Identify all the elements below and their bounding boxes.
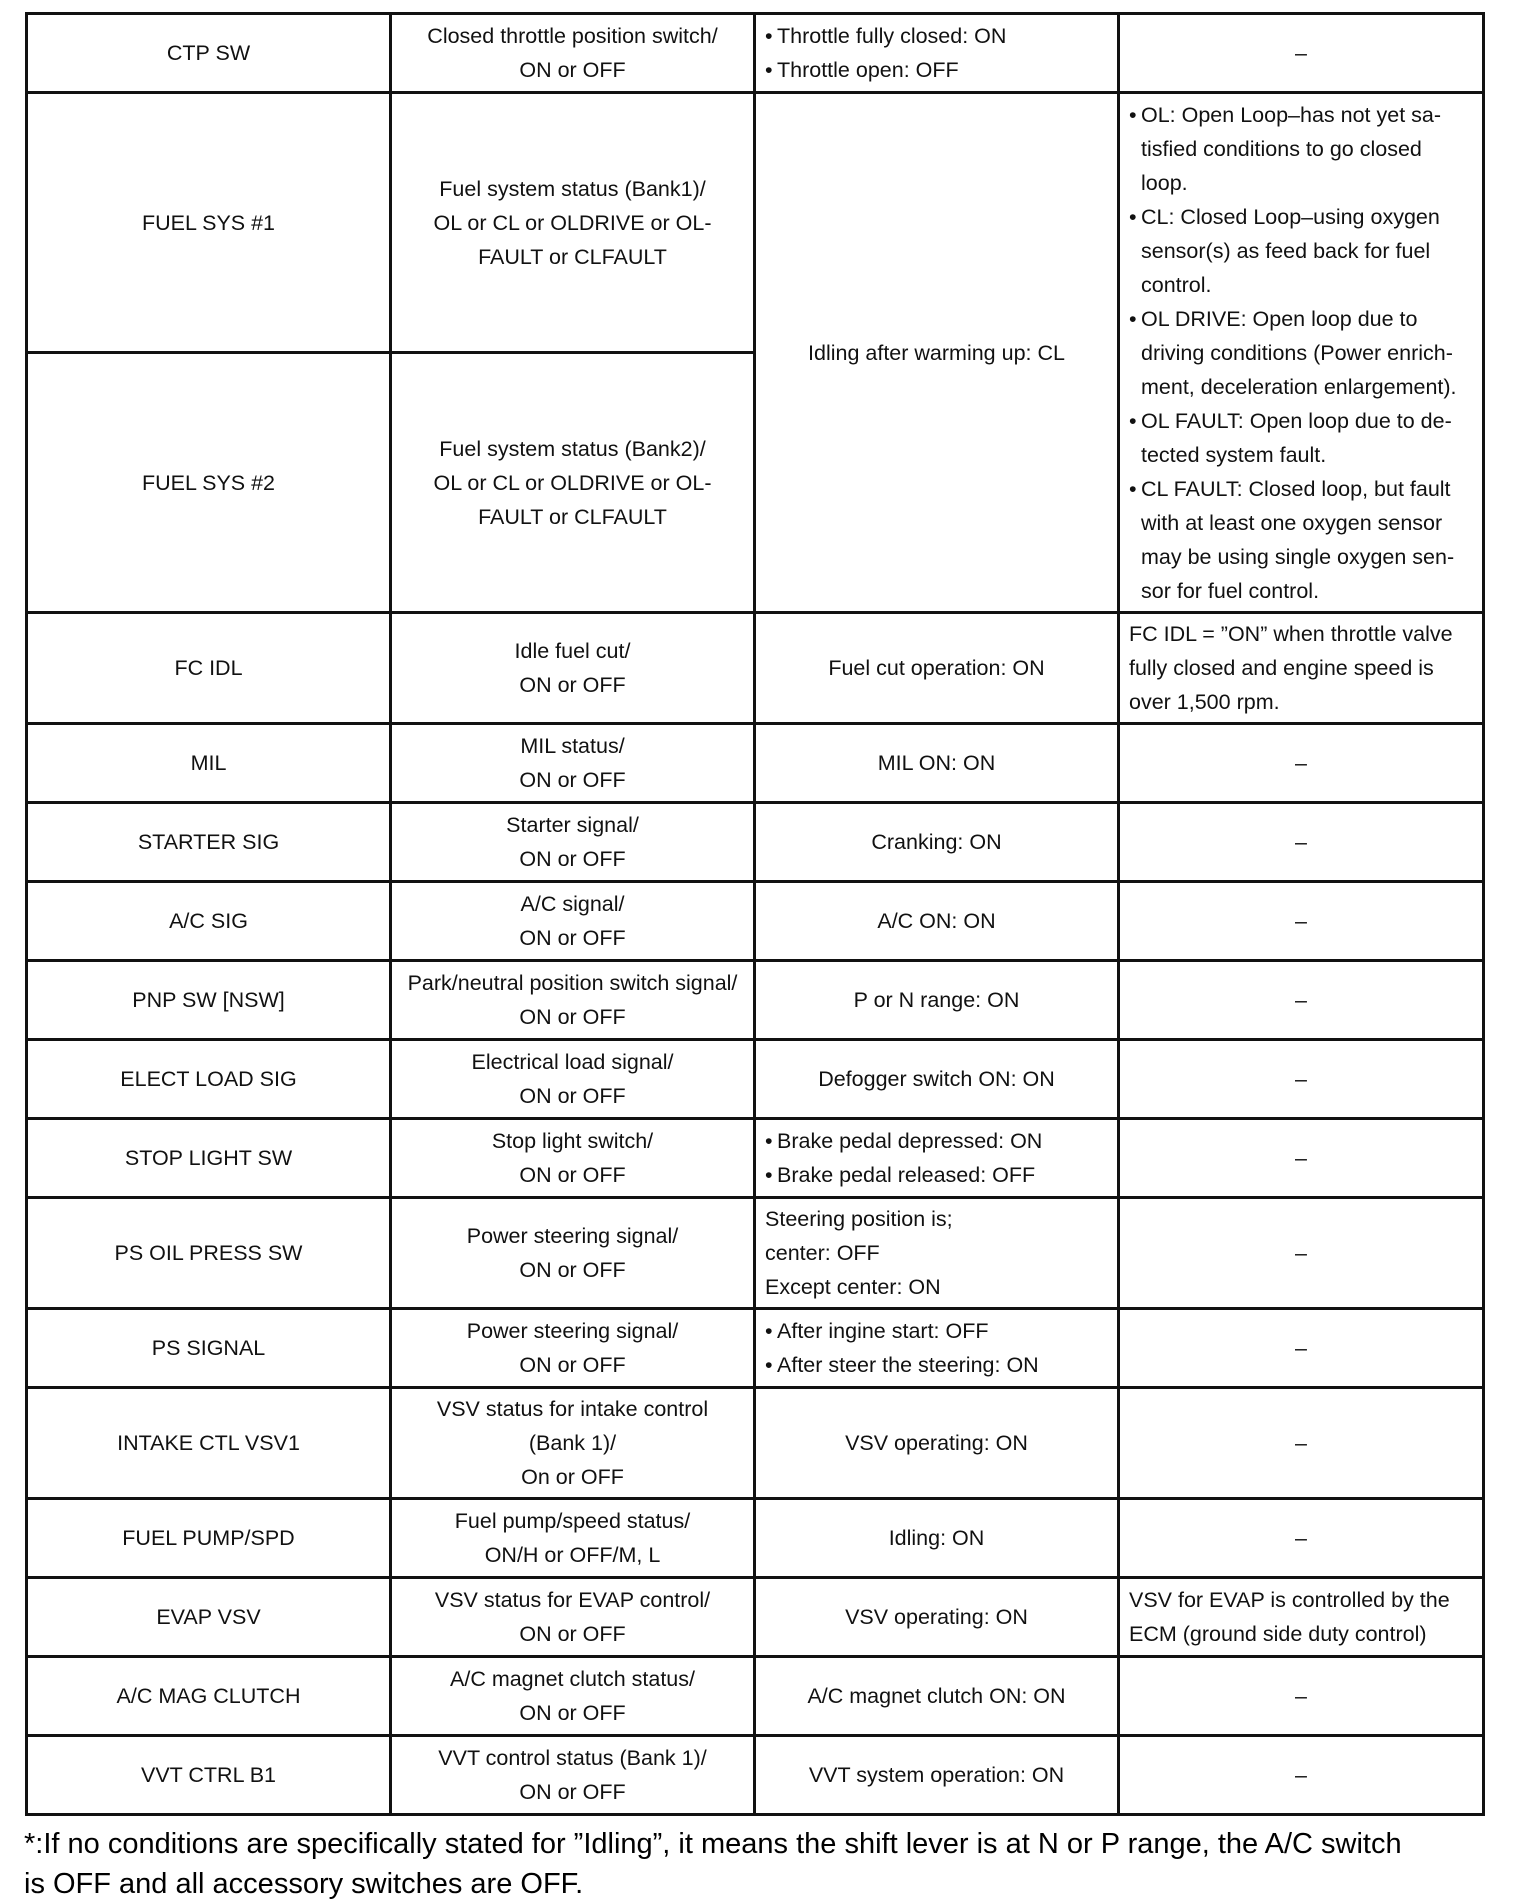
diagnostic-note-line: VSV for EVAP is controlled by the [1129, 1588, 1450, 1612]
item-cell: FUEL SYS #1 [27, 93, 391, 353]
measurement-cell [391, 1119, 755, 1198]
diagnostic-note-cell: – [1119, 1499, 1484, 1578]
measurement-line: ON or OFF [519, 1622, 626, 1646]
table-row [27, 1309, 1484, 1388]
measurement-cell [391, 1736, 755, 1815]
measurement-line: VSV status for EVAP control/ [434, 1588, 711, 1612]
measurement-cell [391, 1578, 755, 1657]
item-cell: FUEL SYS #2 [27, 353, 391, 613]
diagnostic-data-table-sheet [25, 12, 1485, 1816]
measurement-line: Power steering signal/ [466, 1224, 679, 1248]
table-row [27, 1040, 1484, 1119]
measurement-line: A/C magnet clutch status/ [450, 1667, 695, 1691]
measurement-line: ON or OFF [519, 1258, 626, 1282]
normal-condition-bullet: • Throttle open: OFF [765, 53, 1108, 87]
item-cell: EVAP VSV [27, 1578, 391, 1657]
measurement-cell [391, 1309, 755, 1388]
measurement-cell [391, 1198, 755, 1309]
measurement-cell [391, 14, 755, 93]
item-cell: A/C MAG CLUTCH [27, 1657, 391, 1736]
table-row [27, 882, 1484, 961]
normal-condition-cell: Idling: ON [755, 1499, 1119, 1578]
measurement-line: FAULT or CLFAULT [478, 244, 667, 269]
table-row [27, 1499, 1484, 1578]
diagnostic-note-line: fully closed and engine speed is [1129, 656, 1434, 680]
measurement-line: VVT control status (Bank 1)/ [438, 1746, 707, 1770]
measurement-cell [391, 353, 755, 613]
normal-condition-cell: A/C ON: ON [755, 882, 1119, 961]
fuel-status-definition [1129, 200, 1473, 302]
diagnostic-note-cell: – [1119, 1198, 1484, 1309]
table-body [27, 14, 1484, 1815]
measurement-line: ON/H or OFF/M, L [484, 1543, 661, 1567]
diagnostic-note-cell: – [1119, 1657, 1484, 1736]
diagnostic-note-cell: – [1119, 1309, 1484, 1388]
definition-line: tisfied conditions to go closed [1141, 136, 1422, 161]
normal-condition-line: Steering position is; [765, 1207, 953, 1231]
table-row [27, 961, 1484, 1040]
definition-line: with at least one oxygen sensor [1141, 510, 1443, 535]
table-row [27, 93, 1484, 353]
normal-condition-cell: P or N range: ON [755, 961, 1119, 1040]
definition-line: may be using single oxygen sen- [1141, 544, 1455, 569]
definition-line: loop. [1141, 170, 1188, 195]
diagnostic-note-cell: – [1119, 1040, 1484, 1119]
definition-line: • OL FAULT: Open loop due to de- [1141, 408, 1452, 433]
diagnostic-note-cell [1119, 1578, 1484, 1657]
normal-condition-cell [755, 14, 1119, 93]
normal-condition-line: Except center: ON [765, 1275, 941, 1299]
diagnostic-note-line: ECM (ground side duty control) [1129, 1622, 1427, 1646]
diagnostic-note-cell: – [1119, 882, 1484, 961]
measurement-line: ON or OFF [519, 1701, 626, 1725]
measurement-line: ON or OFF [519, 673, 626, 697]
measurement-line: ON or OFF [519, 1163, 626, 1187]
definition-line: • CL FAULT: Closed loop, but fault [1141, 476, 1451, 501]
measurement-line: (Bank 1)/ [528, 1431, 617, 1455]
measurement-cell [391, 1040, 755, 1119]
item-cell: STARTER SIG [27, 803, 391, 882]
definition-line: sensor(s) as feed back for fuel [1141, 238, 1431, 263]
data-list-table [25, 12, 1485, 1816]
item-cell: STOP LIGHT SW [27, 1119, 391, 1198]
normal-condition-cell: MIL ON: ON [755, 724, 1119, 803]
diagnostic-note-cell: – [1119, 724, 1484, 803]
measurement-line: Starter signal/ [506, 813, 639, 837]
footnote-line-1: *:If no conditions are specifically stated for ”Idling”, it means the shift lever is at N or P range, the A/C switch [24, 1828, 1402, 1860]
definition-line: control. [1141, 272, 1212, 297]
normal-condition-bullet: • Throttle fully closed: ON [765, 19, 1108, 53]
normal-condition-cell: Idling after warming up: CL [755, 93, 1119, 613]
measurement-line: On or OFF [521, 1465, 624, 1489]
item-cell: MIL [27, 724, 391, 803]
measurement-line: Power steering signal/ [466, 1319, 679, 1343]
table-row [27, 1119, 1484, 1198]
measurement-line: ON or OFF [519, 847, 626, 871]
footnote [24, 1824, 1494, 1904]
fuel-status-definition [1129, 302, 1473, 404]
normal-condition-cell: Fuel cut operation: ON [755, 613, 1119, 724]
item-cell: FC IDL [27, 613, 391, 724]
measurement-cell [391, 882, 755, 961]
measurement-cell [391, 1657, 755, 1736]
measurement-line: OL or CL or OLDRIVE or OL- [433, 210, 712, 235]
normal-condition-cell: Defogger switch ON: ON [755, 1040, 1119, 1119]
normal-condition-bullet: • After steer the steering: ON [765, 1348, 1108, 1382]
table-row [27, 613, 1484, 724]
measurement-line: A/C signal/ [520, 892, 625, 916]
diagnostic-note-line: FC IDL = ”ON” when throttle valve [1129, 622, 1453, 646]
measurement-line: Park/neutral position switch signal/ [407, 971, 738, 995]
measurement-cell [391, 724, 755, 803]
measurement-cell [391, 961, 755, 1040]
definition-line: • OL DRIVE: Open loop due to [1141, 306, 1418, 331]
item-cell: A/C SIG [27, 882, 391, 961]
diagnostic-note-cell: – [1119, 803, 1484, 882]
measurement-line: Closed throttle position switch/ [427, 24, 718, 48]
diagnostic-note-line: over 1,500 rpm. [1129, 690, 1280, 714]
diagnostic-note-cell: – [1119, 1388, 1484, 1499]
measurement-cell [391, 613, 755, 724]
normal-condition-cell: A/C magnet clutch ON: ON [755, 1657, 1119, 1736]
diagnostic-note-cell: – [1119, 961, 1484, 1040]
measurement-line: ON or OFF [519, 1353, 626, 1377]
fuel-status-definition [1129, 98, 1473, 200]
fuel-status-definition [1129, 472, 1473, 608]
measurement-line: OL or CL or OLDRIVE or OL- [433, 470, 712, 495]
measurement-line: ON or OFF [519, 1084, 626, 1108]
item-cell: PS OIL PRESS SW [27, 1198, 391, 1309]
measurement-line: FAULT or CLFAULT [478, 504, 667, 529]
table-row [27, 1578, 1484, 1657]
measurement-line: ON or OFF [519, 768, 626, 792]
normal-condition-cell: VSV operating: ON [755, 1388, 1119, 1499]
definition-line: • CL: Closed Loop–using oxygen [1141, 204, 1440, 229]
normal-condition-bullet: • Brake pedal depressed: ON [765, 1124, 1108, 1158]
item-cell: FUEL PUMP/SPD [27, 1499, 391, 1578]
item-cell: PNP SW [NSW] [27, 961, 391, 1040]
table-row [27, 1198, 1484, 1309]
normal-condition-line: center: OFF [765, 1241, 880, 1265]
table-row [27, 1736, 1484, 1815]
normal-condition-cell [755, 1309, 1119, 1388]
measurement-line: ON or OFF [519, 1005, 626, 1029]
measurement-cell [391, 803, 755, 882]
table-row [27, 1657, 1484, 1736]
measurement-line: VSV status for intake control [436, 1397, 709, 1421]
diagnostic-note-cell: – [1119, 1119, 1484, 1198]
table-row [27, 803, 1484, 882]
measurement-cell [391, 1388, 755, 1499]
definition-line: tected system fault. [1141, 442, 1327, 467]
fuel-status-definition [1129, 404, 1473, 472]
measurement-line: Fuel pump/speed status/ [454, 1509, 691, 1533]
measurement-line: Fuel system status (Bank2)/ [439, 436, 706, 461]
diagnostic-note-cell [1119, 93, 1484, 613]
definition-line: driving conditions (Power enrich- [1141, 340, 1453, 365]
measurement-line: Idle fuel cut/ [514, 639, 631, 663]
normal-condition-bullet: • After ingine start: OFF [765, 1314, 1108, 1348]
measurement-line: Stop light switch/ [491, 1129, 654, 1153]
definition-line: sor for fuel control. [1141, 578, 1320, 603]
normal-condition-bullet: • Brake pedal released: OFF [765, 1158, 1108, 1192]
measurement-line: ON or OFF [519, 926, 626, 950]
footnote-line-2: is OFF and all accessory switches are OFF. [24, 1868, 584, 1900]
diagnostic-note-cell: – [1119, 1736, 1484, 1815]
item-cell: INTAKE CTL VSV1 [27, 1388, 391, 1499]
item-cell: CTP SW [27, 14, 391, 93]
measurement-line: MIL status/ [520, 734, 625, 758]
measurement-cell [391, 93, 755, 353]
measurement-line: ON or OFF [519, 1780, 626, 1804]
table-row [27, 1388, 1484, 1499]
measurement-line: ON or OFF [519, 58, 626, 82]
normal-condition-cell [755, 1198, 1119, 1309]
normal-condition-cell: VSV operating: ON [755, 1578, 1119, 1657]
diagnostic-note-cell [1119, 613, 1484, 724]
item-cell: VVT CTRL B1 [27, 1736, 391, 1815]
table-row [27, 724, 1484, 803]
measurement-line: Electrical load signal/ [471, 1050, 674, 1074]
normal-condition-cell: VVT system operation: ON [755, 1736, 1119, 1815]
table-row [27, 14, 1484, 93]
item-cell: ELECT LOAD SIG [27, 1040, 391, 1119]
definition-line: • OL: Open Loop–has not yet sa- [1141, 102, 1442, 127]
normal-condition-cell: Cranking: ON [755, 803, 1119, 882]
item-cell: PS SIGNAL [27, 1309, 391, 1388]
measurement-cell [391, 1499, 755, 1578]
diagnostic-note-cell: – [1119, 14, 1484, 93]
definition-line: ment, deceleration enlargement). [1141, 374, 1457, 399]
measurement-line: Fuel system status (Bank1)/ [439, 176, 706, 201]
normal-condition-cell [755, 1119, 1119, 1198]
